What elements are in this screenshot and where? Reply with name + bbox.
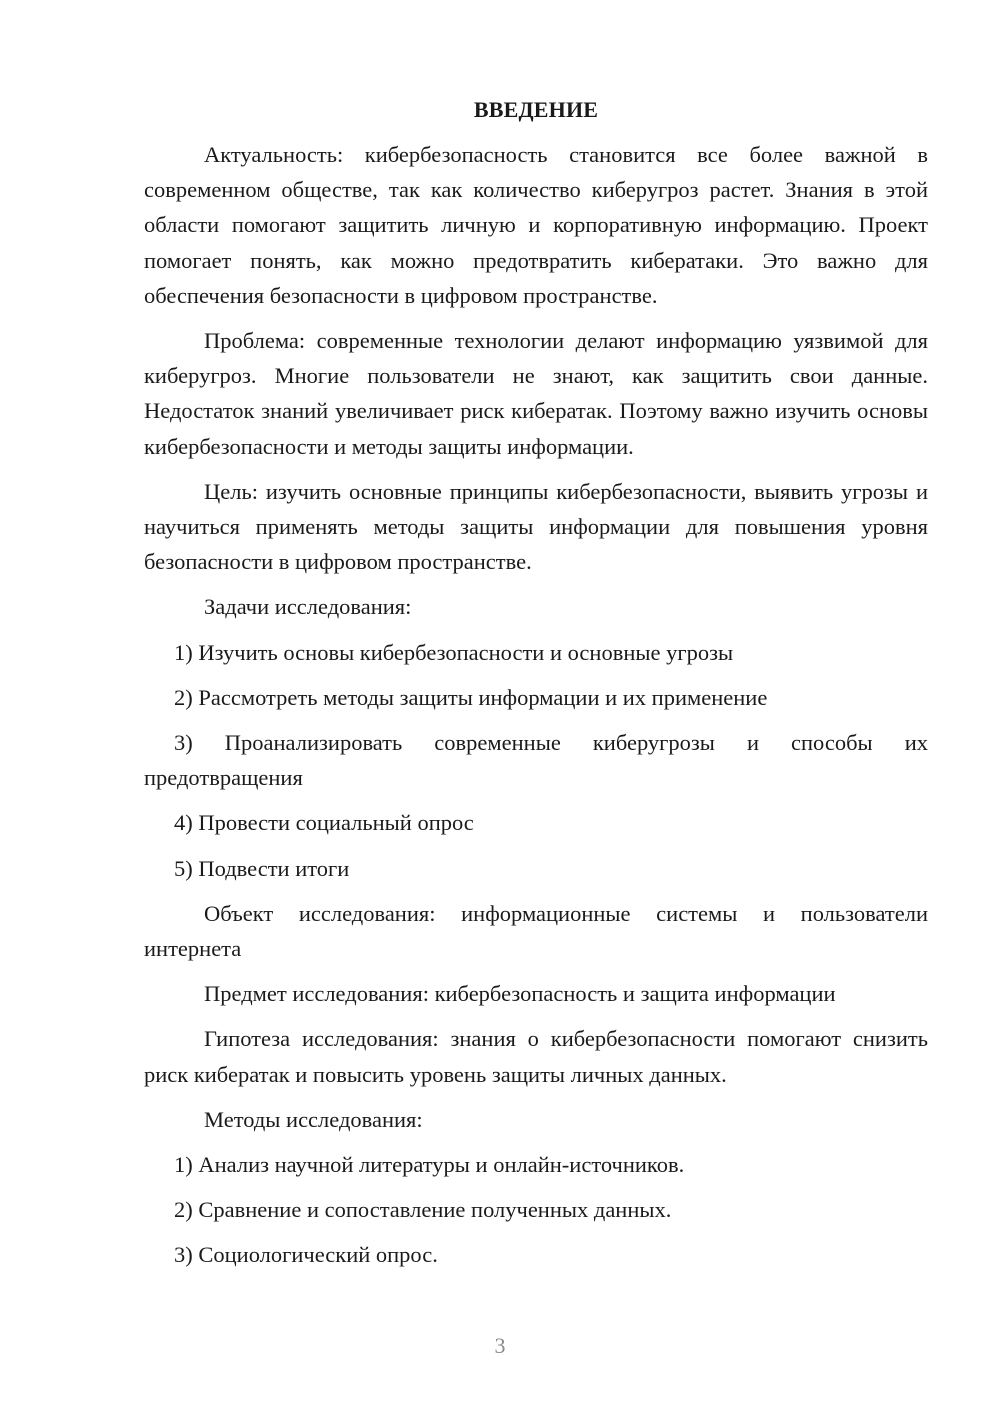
tasks-list (144, 635, 928, 886)
tasks-heading: Задачи исследования: (204, 594, 412, 620)
goal-paragraph: Цель: изучить основные принципы кибербезопасности, выявить угрозы и научиться применять методы защиты информации для повышения уровня безопасности в цифровом пространстве. (144, 478, 928, 575)
methods-list (144, 1147, 928, 1273)
list-item-task-2: 2) Рассмотреть методы защиты информации и их применение (174, 684, 768, 710)
document-page (144, 92, 928, 1283)
list-item-task-1: 1) Изучить основы кибербезопасности и основные угрозы (174, 639, 734, 665)
hypothesis-paragraph: Гипотеза исследования: знания о кибербезопасности помогают снизить риск кибератак и повысить уровень защиты личных данных. (144, 1026, 928, 1087)
relevance-paragraph: Актуальность: кибербезопасность становится все более важной в современном обществе, так как количество киберугроз растет. Знания в этой области помогают защитить личную и корпоративную информацию. Проект помогает понять, как можно предотвратить кибератаки. Это важно для обеспечения безопасности в цифровом пространстве. (144, 142, 928, 308)
list-item-task-5: 5) Подвести итоги (174, 855, 350, 881)
subject-paragraph: Предмет исследования: кибербезопасность и защита информации (204, 981, 836, 1007)
object-paragraph: Объект исследования: информационные системы и пользователи интернета (144, 900, 928, 962)
list-item-method-1: 1) Анализ научной литературы и онлайн-источников. (174, 1152, 685, 1178)
list-item-method-3: 3) Социологический опрос. (174, 1242, 438, 1268)
list-item-task-4: 4) Провести социальный опрос (174, 810, 474, 836)
list-item-task-3: 3) Проанализировать современные киберугрозы и способы их предотвращения (144, 730, 928, 791)
section-title: ВВЕДЕНИЕ (473, 97, 599, 122)
problem-paragraph: Проблема: современные технологии делают информацию уязвимой для киберугроз. Многие пользователи не знают, как защитить свои данные. Недостаток знаний увеличивает риск кибератак. Поэтому важно изучить основы кибербезопасности и методы защиты информации. (144, 328, 928, 459)
methods-heading: Методы исследования: (204, 1106, 423, 1132)
page-number: 3 (494, 1333, 506, 1358)
list-item-method-2: 2) Сравнение и сопоставление полученных данных. (174, 1197, 672, 1223)
